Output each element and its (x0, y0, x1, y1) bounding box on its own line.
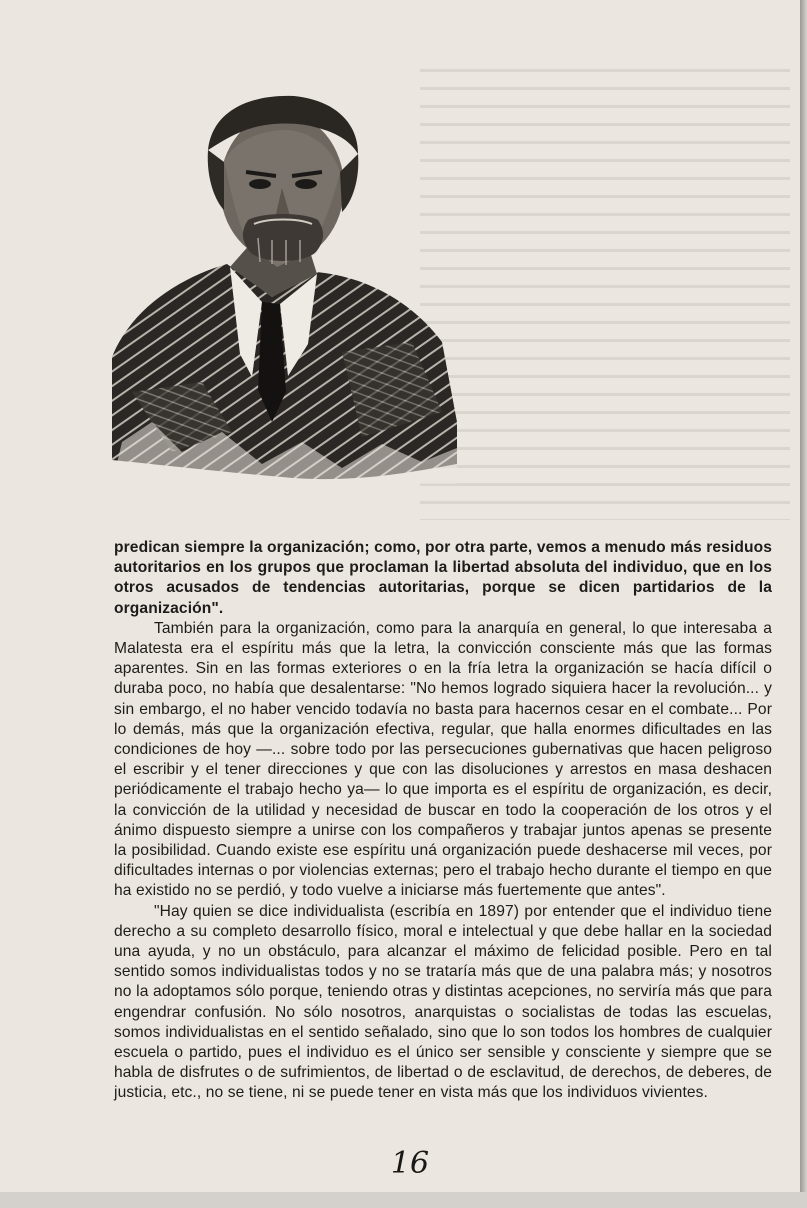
page-number: 16 (390, 1146, 430, 1181)
paragraph-organization: También para la organización, como para la anarquía en general, lo que interesaba a Malatesta era el espíritu más que la letra, la convicción consciente más que las formas aparentes. Sin en las formas exteriores o en la fría letra la organización se hacía difícil o duraba poco, no había que desalentarse: "No hemos logrado siquiera hacer la revolución... y sin embargo, el no haber vencido todavía no basta para hacernos cesar en el combate... Por lo demás, más que la organización efectiva, regular, que halla enormes dificultades en las condiciones de hoy —... sobre todo por las persecuciones gubernativas que hacen peligroso el escribir y el tener direcciones y que con las disoluciones y arrestos en masa deshacen periódicamente el trabajo hecho ya— lo que importa es el espíritu de organización, es decir, la convicción de la utilidad y necesidad de buscar en todo la cooperación de los otros y el ánimo dispuesto siempre a unirse con los compañeros y trabajar juntos apenas se presente la posibilidad. Cuando existe ese espíritu uná organización puede deshacerse mil veces, por dificultades internas o por violencias externas; pero el trabajo hecho durante el tiempo en que ha existido no se perdió, y todo vuelve a iniciarse más fuertemente que antes". (114, 619, 772, 900)
page-edge-bottom (0, 1192, 807, 1208)
paragraph-continuation: predican siempre la organización; como, por otra parte, vemos a menudo más residuos autoritarios en los grupos que proclaman la libertad absoluta del individuo, que en los otros acusados de tendencias autoritarias, porque se dicen partidarios de la organización". (114, 539, 772, 617)
paragraph-individualism-quote: "Hay quien se dice individualista (escribía en 1897) por entender que el individuo tiene derecho a su completo desarrollo físico, moral e intelectual y que debe hallar en la sociedad una ayuda, y no un obstáculo, para alcanzar el máximo de felicidad posible. Pero en tal sentido somos individualistas todos y no se trataría más que de una palabra más; y nosotros no la adoptamos sólo porque, teniendo otras y distintas acepciones, no serviría más que para engendrar confusión. No sólo nosotros, anarquistas o socialistas de todas las escuelas, somos individualistas en el sentido señalado, sino que lo son todos los hombres de cualquier escuela o partido, pues el individuo es el único ser sensible y consciente y siempre que se habla de disfrutes o de sufrimientos, de libertad o de esclavitud, de derechos, de deberes, de justicia, etc., no se tiene, ni se puede tener en vista más que los individuos vivientes. (114, 902, 772, 1102)
show-through-text (420, 60, 790, 520)
portrait-photo (112, 92, 457, 484)
body-text (114, 538, 772, 1104)
page-edge-right (800, 0, 807, 1208)
